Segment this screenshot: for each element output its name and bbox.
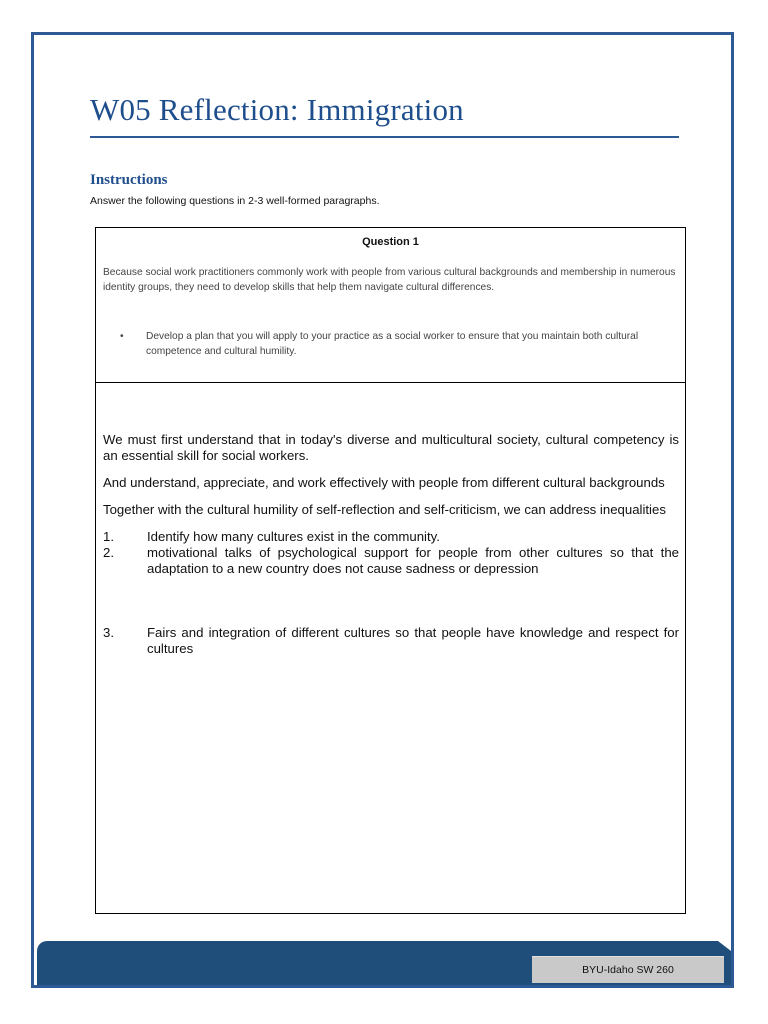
question-prompt: Because social work practitioners commonly work with people from various cultural backgrounds and membership in numerous identity groups, they need to develop skills that help them navigate cultural differences. <box>103 267 676 293</box>
answer-list-item <box>103 529 679 545</box>
question-header-cell <box>96 228 685 383</box>
instructions-heading: Instructions <box>90 172 168 188</box>
answer-paragraph: And understand, appreciate, and work effectively with people from different cultural backgrounds <box>103 475 665 490</box>
answer-paragraph: We must first understand that in today's diverse and multicultural society, cultural competency is an essential skill for social workers. <box>103 432 679 463</box>
answer-text-area[interactable] <box>103 432 679 657</box>
question-title: Question 1 <box>362 236 419 248</box>
course-label-badge: BYU-Idaho SW 260 <box>532 956 724 983</box>
answer-paragraph: Together with the cultural humility of self-reflection and self-criticism, we can address inequalities <box>103 502 666 517</box>
answer-list-item <box>103 545 679 577</box>
list-number: 3. <box>103 625 114 640</box>
question-bullet <box>120 329 660 359</box>
page-title: W05 Reflection: Immigration <box>90 92 464 127</box>
title-underline <box>90 136 679 138</box>
list-text: motivational talks of psychological support for people from other cultures so that the adaptation to a new country does not cause sadness or depression <box>147 545 679 576</box>
answer-list-item <box>103 625 679 657</box>
list-number: 1. <box>103 529 114 544</box>
list-number: 2. <box>103 545 114 560</box>
bullet-text: Develop a plan that you will apply to your practice as a social worker to ensure that you maintain both cultural competence and cultural humility. <box>146 331 639 357</box>
bullet-icon: • <box>120 331 124 342</box>
instructions-text: Answer the following questions in 2-3 well-formed paragraphs. <box>90 195 380 207</box>
question-table <box>95 227 686 914</box>
list-text: Identify how many cultures exist in the community. <box>147 529 440 544</box>
footer-corner-notch <box>718 941 731 951</box>
list-text: Fairs and integration of different cultures so that people have knowledge and respect for cultures <box>147 625 679 656</box>
